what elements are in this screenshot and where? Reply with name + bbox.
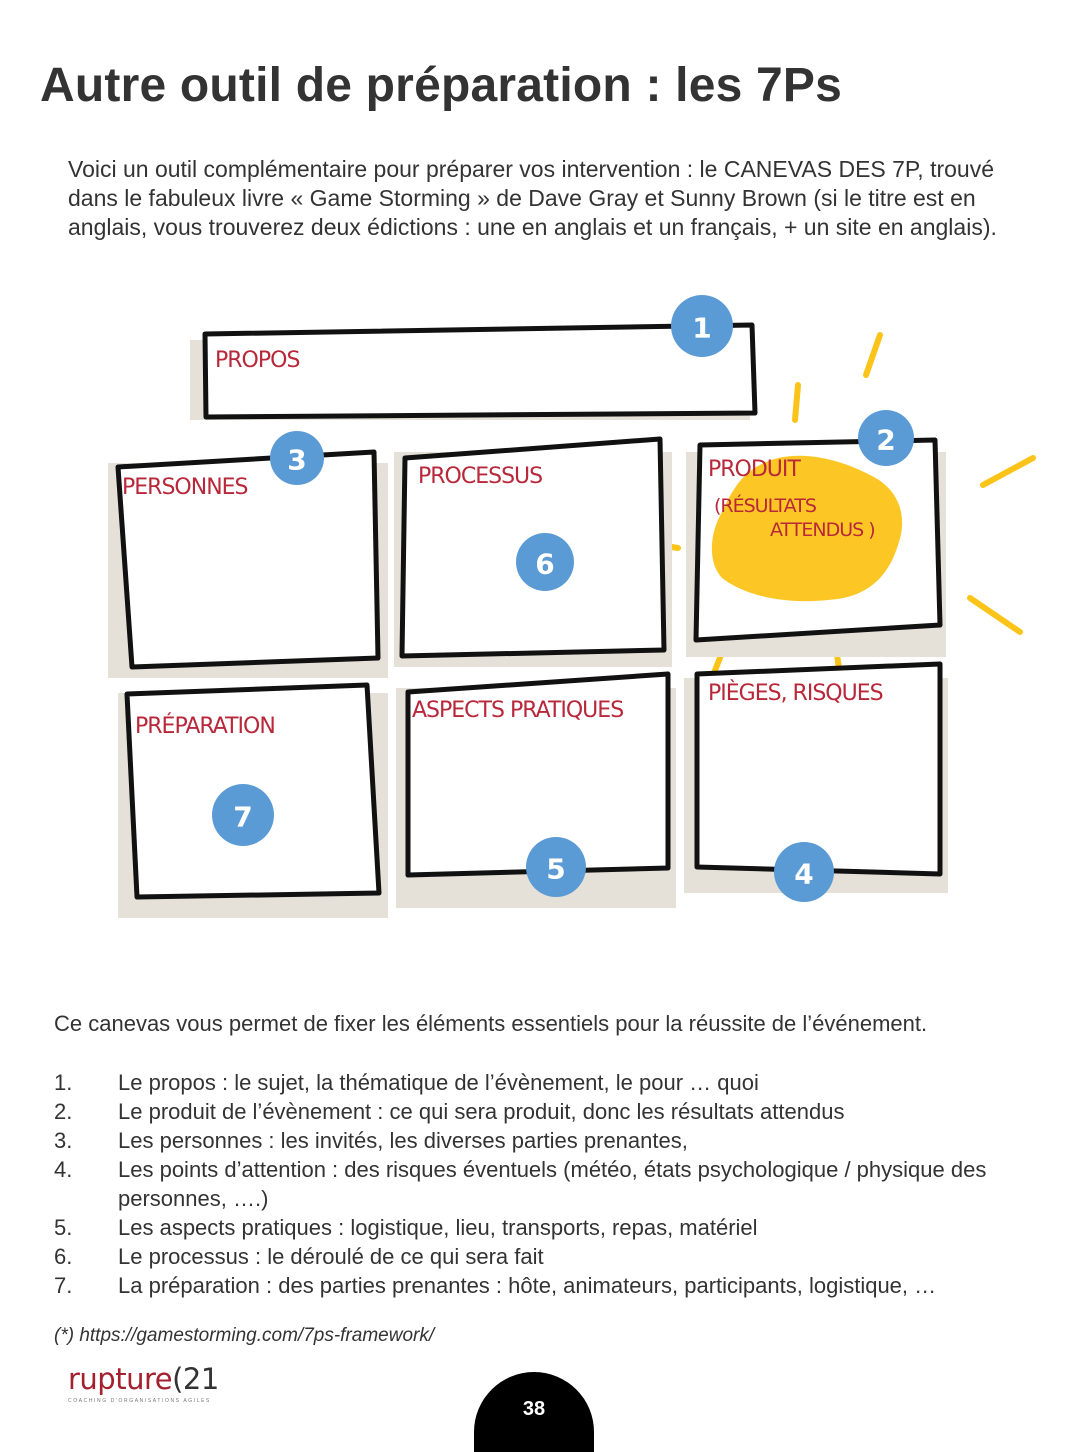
preparation-label: PRÉPARATION [135,714,275,739]
badge-preparation [212,784,274,846]
list-item: 5. Les aspects pratiques : logistique, lieu, transports, repas, matériel [54,1215,758,1240]
propos-label: PROPOS [215,348,300,373]
produit-label: PRODUIT [708,457,800,482]
svg-text:6: 6 [535,547,555,581]
svg-text:5: 5 [546,852,566,886]
personnes-label: PERSONNES [122,475,248,500]
rupture21-logo: rupture(21 COACHING D'ORGANISATIONS AGILES [68,1362,228,1412]
list-item: 6. Le processus : le déroulé de ce qui sera fait [54,1244,544,1269]
page-number: 38 [522,1398,546,1420]
produit-sub2-label: ATTENDUS ) [770,519,875,541]
footnote-link[interactable]: (*) https://gamestorming.com/7ps-framework/ [54,1325,435,1346]
steps-list [54,1068,1044,1300]
badge-propos [671,295,733,357]
list-item: 7. La préparation : des parties prenantes : hôte, animateurs, participants, logistique, … [54,1273,937,1298]
badge-aspects [526,837,586,897]
badge-pieges [774,842,834,902]
badge-processus [516,533,574,591]
page-title: Autre outil de préparation : les 7Ps [40,59,843,112]
processus-label: PROCESSUS [418,464,543,489]
intro-paragraph: Voici un outil complémentaire pour préparer vos intervention : le CANEVAS DES 7P, trouvé dans le fabuleux livre « Game Storming » de Dave Gray et Sunny Brown (si le titre est en anglais, vous trouverez deux édictions : une en anglais et un français, + un site en anglais). [68,156,997,240]
pieges-label: PIÈGES, RISQUES [708,681,883,706]
svg-text:1: 1 [692,311,712,345]
badge-produit [858,410,914,466]
aspects-label: ASPECTS PRATIQUES [412,698,624,723]
badge-personnes [270,431,324,485]
logo-tagline: COACHING D'ORGANISATIONS AGILES [68,1398,211,1404]
list-item: 1. Le propos : le sujet, la thématique de l’évènement, le pour … quoi [54,1070,759,1095]
list-item: 3. Les personnes : les invités, les diverses parties prenantes, [54,1128,688,1153]
svg-text:4: 4 [794,857,814,891]
seven-ps-canvas [0,280,1080,930]
list-item: 2. Le produit de l’évènement : ce qui sera produit, donc les résultats attendus [54,1099,845,1124]
produit-sub1-label: (RÉSULTATS [714,495,816,517]
page-number-tab [474,1372,594,1452]
svg-text:3: 3 [287,443,307,477]
svg-text:2: 2 [876,423,896,457]
summary-text: Ce canevas vous permet de fixer les éléments essentiels pour la réussite de l’événement. [54,1011,928,1036]
svg-text:7: 7 [233,800,253,834]
list-item: 4. Les points d’attention : des risques éventuels (météo, états psychologique / physique des personnes, ….) [54,1157,987,1211]
